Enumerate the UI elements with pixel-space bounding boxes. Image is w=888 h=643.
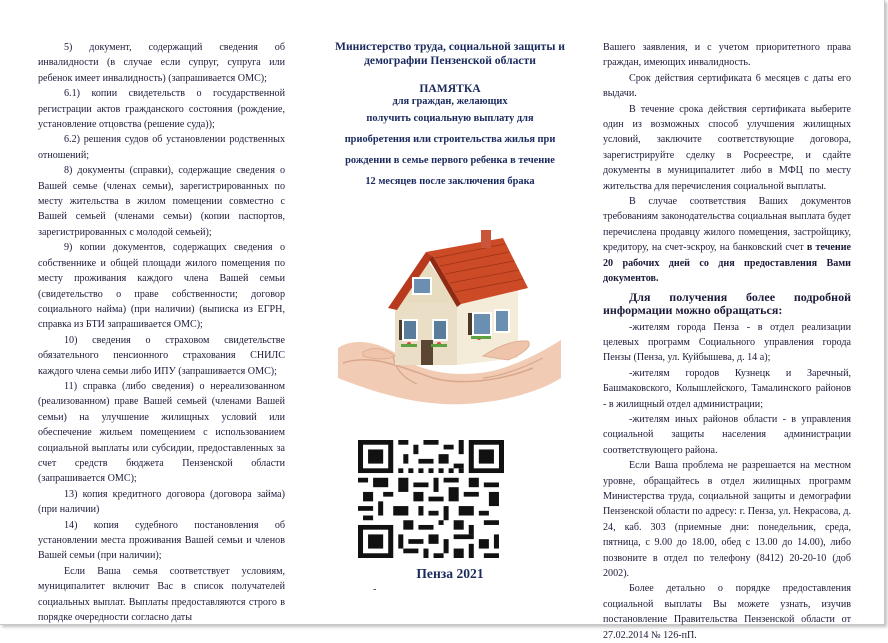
ministry-contact-paragraph: Если Ваша проблема не разрешается на местном уровне, обращайтесь в отдел жилищных программ Министерства труда, социальной защиты и демографии Пензенской области по адресу: г. Пенза, ул. Некрасова, д. 24, каб. 303 (приемные дни: понедельник, среда, пятница, с 9.00 до 18.00, обед с 13.00 до 14.00), либо позвоните в отдел по телефону (8412) 20-20-10 (доб 2002). — [603, 460, 851, 579]
center-column — [325, 40, 575, 192]
doc-item-6-1: 6.1) копии свидетельств о государственной регистрации актов гражданского состояния (рождение, установление отцовства (решение суда)); — [38, 88, 285, 131]
memo-title: ПАМЯТКА — [419, 82, 481, 95]
contact-other-districts: -жителям иных районов области - в управления социальной защиты населения администрации соответствующего района. — [603, 413, 851, 456]
doc-item-9: 9) копии документов, содержащих сведения о собственнике и общей площади жилого помещения по месту проживания каждого члена Вашей семьи (свидетельство о праве собственности; договор социального найма) (при наличии) (выписка из ЕГРН, справка из БТИ запрашивается ОМС); — [38, 242, 285, 331]
doc-item-6-2: 6.2) решения судов об установлении родственных отношений; — [38, 134, 285, 161]
house-in-hands-image — [333, 228, 563, 408]
choose-method-paragraph: В течение срока действия сертификата выберите один из возможных способ улучшения жилищных условий, заключите соответствующие договора, зарегистрируйте сделку в Росреестре, и сдайте документы в муниципалитет либо в МФЦ по месту жительства для перечисления социальной выплаты. — [603, 103, 851, 192]
payment-text: В случае соответствия Ваших документов требованиям законодательства социальная выплата будет перечислена продавцу жилого помещения, застройщику, кредитору, на счет-эскроу, на банковский счет — [603, 196, 851, 254]
doc-item-13: 13) копия кредитного договора (договора займа) (при наличии) — [38, 488, 285, 516]
payment-paragraph — [603, 194, 851, 286]
memo-subtitle-line: получить социальную выплату для — [366, 113, 534, 124]
city-year: Пенза 2021 — [416, 566, 484, 581]
right-column — [603, 40, 851, 643]
doc-item-8: 8) документы (справки), содержащие сведения о Вашей семье (членах семьи), зарегистрированных по месту жительства в жилом помещении совместно с Вашей семьей (членами семьи) (копии паспортов, зарегистрированных с молодой семьей); — [38, 165, 285, 238]
doc-item-5: 5) документ, содержащий сведения об инвалидности (в случае если супруг, супруга или ребенок имеет инвалидность) (запрашивается ОМС); — [38, 42, 285, 84]
contacts-heading: Для получения более подробной информации можно обращаться: — [603, 289, 851, 317]
qr-code-image — [358, 440, 504, 558]
left-column — [38, 40, 285, 625]
memo-subtitle-line: рождении в семье первого ребенка в течение — [345, 155, 555, 166]
payment-deadline-text: в течение 20 рабочих дней со дня предоставления Вами документов. — [603, 242, 851, 285]
memo-subtitle-line: приобретения или строительства жилья при — [344, 134, 556, 145]
priority-paragraph: Вашего заявления, и с учетом приоритетного права граждан, имеющих инвалидность. — [603, 42, 851, 69]
contact-penza: -жителям города Пенза - в отдел реализации целевых программ Социального управления города Пензы (Пенза, ул. Куйбышева, д. 14 а); — [603, 321, 851, 364]
doc-item-11: 11) справка (либо сведения) о нереализованном (реализованном) праве Вашей семьей (членами Вашей семьи) на улучшение жилищных условий или обеспечение жильем помещением с использованием социальной выплаты или субсидии, предоставленных за счет средств бюджета Пензенской области (запрашивается ОМС); — [38, 380, 285, 485]
queue-paragraph: Если Ваша семья соответствует условиям, муниципалитет включит Вас в список получателей социальных выплат. Выплаты предоставляются строго в порядке очередности согласно даты — [38, 565, 285, 624]
dash-mark: - — [373, 584, 377, 595]
doc-item-10: 10) сведения о страховом свидетельстве обязательного пенсионного страхования СНИЛС каждого члена семьи либо ИПУ (запрашивается ОМС); — [38, 334, 285, 377]
regulation-paragraph: Более детально о порядке предоставления социальной выплаты Вы можете узнать, изучив постановление Правительства Пензенской области от 27.02.2014 № 126-пП. — [603, 583, 851, 641]
doc-item-14: 14) копия судебного постановления об установлении места проживания Вашей семьи и членов Вашей семьи (при наличии); — [38, 519, 285, 562]
memo-subtitle-line: 12 месяцев после заключения брака — [365, 176, 535, 187]
contact-cities: -жителям городов Кузнецк и Заречный, Башмаковского, Колышлейского, Тамалинского районов - в жилищный отдел администрации; — [603, 367, 851, 410]
memo-subtitle-line: для граждан, желающих — [392, 96, 508, 107]
ministry-title: Министерство труда, социальной защиты и демографии Пензенской области — [335, 40, 565, 67]
certificate-validity-paragraph: Срок действия сертификата 6 месяцев с даты его выдачи. — [603, 72, 851, 100]
